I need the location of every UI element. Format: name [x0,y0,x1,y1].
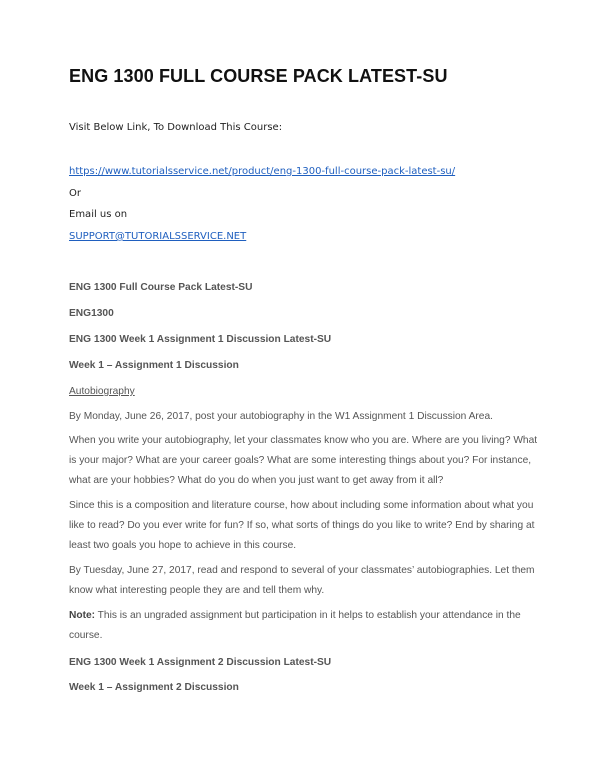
intro-line: Visit Below Link, To Download This Course: [69,122,283,133]
or-text: Or [69,188,81,199]
note-text: This is an ungraded assignment but participation in it helps to establish your attendance in the course. [69,610,521,641]
course-goals-paragraph: Since this is a composition and literature course, how about including some information about what you like to read? Do you ever write for fun? If so, what sorts of things do you like to write? End by sharing at least two goals you hope to achieve in this course. [69,500,535,551]
deadline-paragraph: By Monday, June 26, 2017, post your autobiography in the W1 Assignment 1 Discussion Area. [69,411,493,422]
week1-assignment1-heading: ENG 1300 Week 1 Assignment 1 Discussion Latest-SU [69,334,332,345]
email-prompt: Email us on [69,209,128,220]
week1-assignment2-subheading: Week 1 – Assignment 2 Discussion [69,682,239,693]
autobiography-instructions-paragraph: When you write your autobiography, let your classmates know who you are. Where are you living? What is your major? What are your career goals? What are some interesting things about you? For instance, what are your hobbies? What do you do when you just want to get away from it all? [69,435,538,486]
note-paragraph [69,606,539,646]
course-code: ENG1300 [69,308,114,319]
document-title: ENG 1300 FULL COURSE PACK LATEST-SU [69,66,448,86]
week1-assignment1-subheading: Week 1 – Assignment 1 Discussion [69,360,239,371]
course-download-link[interactable]: https://www.tutorialsservice.net/product/eng-1300-full-course-pack-latest-su/ [69,166,456,177]
pack-heading: ENG 1300 Full Course Pack Latest-SU [69,282,253,293]
support-email-link[interactable]: SUPPORT@TUTORIALSSERVICE.NET [69,231,247,242]
response-paragraph: By Tuesday, June 27, 2017, read and respond to several of your classmates’ autobiographies. Let them know what interesting people they are and tell them why. [69,565,535,596]
autobiography-label: Autobiography [69,386,135,397]
note-label: Note: [69,610,96,621]
week1-assignment2-heading: ENG 1300 Week 1 Assignment 2 Discussion Latest-SU [69,657,332,668]
